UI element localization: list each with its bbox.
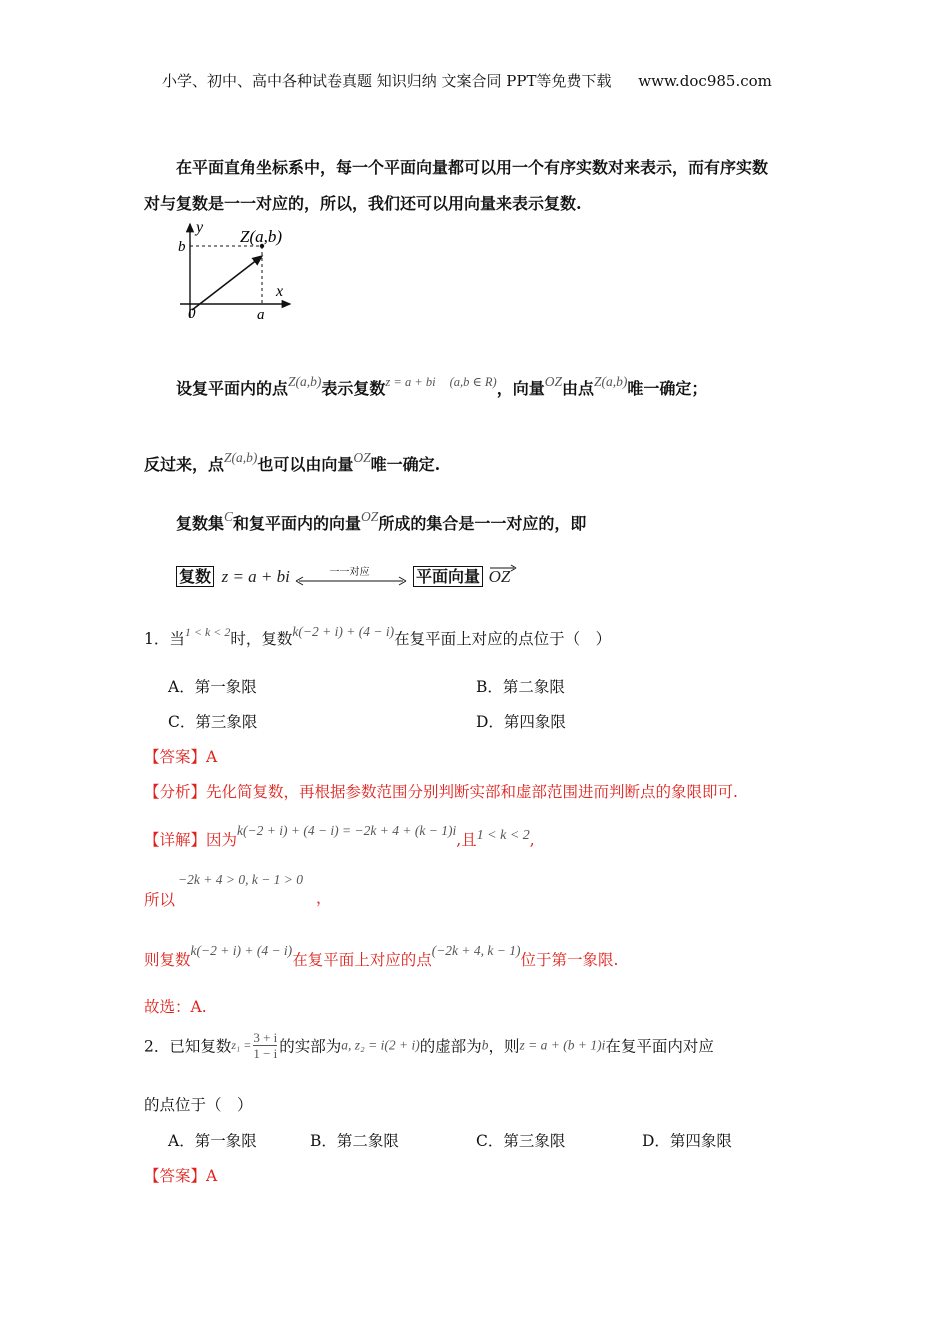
para2-math-1: Z(a,b) [224, 450, 258, 465]
coordinate-figure [170, 218, 310, 328]
q2-stem-line-2: 的点位于（ ） [144, 1096, 253, 1114]
intro-line-1: 在平面直角坐标系中，每一个平面向量都可以用一个有序实数对来表示，而有序实数 [176, 158, 769, 177]
q2-number: 2．已知复数 [144, 1037, 232, 1056]
q2-stem [144, 1030, 714, 1061]
para3-math-1: C [224, 509, 234, 524]
q1-option-b[interactable]: B．第二象限 [476, 678, 565, 696]
mapping-arrow [295, 566, 407, 587]
header-url[interactable]: www.doc985.com [638, 72, 772, 90]
x-label: x [276, 283, 284, 300]
q1-detail [144, 823, 535, 850]
q1-stem [144, 624, 612, 649]
q1-choose: 故选：A. [144, 998, 207, 1016]
q1-then-expression: k(−2 + i) + (4 − i) [190, 943, 293, 958]
para2-text-2: 也可以由向量 [257, 455, 354, 474]
z-point-label: Z(a,b) [240, 227, 283, 246]
q1-then-text-2: 在复平面上对应的点 [292, 951, 432, 969]
q1-answer: 【答案】A [144, 748, 218, 766]
q2-text-4: 在复平面内对应 [605, 1037, 714, 1056]
page-header [162, 70, 772, 91]
q2-text-3: ，则 [488, 1037, 520, 1056]
origin-label: 0 [188, 306, 196, 322]
para2-text-3: 唯一确定. [370, 455, 441, 474]
para3-text-2: 和复平面内的向量 [233, 514, 362, 533]
para1-math-4: OZ [544, 374, 562, 389]
mapping-right-math-wrap [489, 567, 511, 587]
paragraph-3 [176, 511, 586, 534]
para2-text-1: 反过来，点 [144, 455, 225, 474]
mapping-left-math: z = a + bi [221, 567, 290, 586]
q2-math-2: b [481, 1037, 489, 1053]
para1-text-3: ，向量 [496, 379, 545, 398]
q2-z1: z₁ = [231, 1038, 252, 1052]
y-label: y [196, 219, 204, 236]
q1-then-text-1: 则复数 [144, 951, 191, 969]
q1-so-label: 所以 [144, 891, 176, 909]
intro-line-2: 对与复数是一一对应的，所以，我们还可以用向量来表示复数. [144, 194, 582, 213]
para1-math-2: z = a + bi [385, 375, 436, 389]
vector-oz [192, 256, 262, 310]
q2-option-d[interactable]: D．第四象限 [642, 1132, 732, 1150]
para2-math-2: OZ [353, 450, 371, 465]
mapping-arrow-label: 一一对应 [329, 566, 370, 578]
q2-text-2: 的虚部为 [419, 1037, 482, 1056]
para1-text-5: 唯一确定； [627, 379, 708, 398]
q1-option-d[interactable]: D．第四象限 [476, 713, 566, 731]
mapping-line [176, 564, 510, 587]
q1-detail-label: 【详解】因为 [144, 831, 238, 849]
a-label: a [257, 307, 265, 323]
q1-then-text-3: 位于第一象限. [520, 951, 619, 969]
q2-option-b[interactable]: B．第二象限 [310, 1132, 399, 1150]
mapping-right-box: 平面向量 [413, 566, 483, 587]
para1-text-4: 由点 [562, 379, 595, 398]
para1-math-1: Z(a,b) [288, 374, 322, 389]
para3-text-3: 所成的集合是一一对应的，即 [378, 514, 587, 533]
q1-detail-expression: k(−2 + i) + (4 − i) = −2k + 4 + (k − 1)i [237, 823, 457, 838]
para3-text-1: 复数集 [176, 514, 225, 533]
q2-math-3: z = a + (b + 1)i [519, 1037, 606, 1053]
q1-condition: 1 < k < 2 [184, 625, 231, 639]
q2-fraction-numerator: 3 + i [253, 1030, 278, 1045]
para3-math-2: OZ [361, 509, 379, 524]
para1-text-1: 设复平面内的点 [176, 379, 289, 398]
q1-then-point: (−2k + 4, k − 1) [431, 943, 521, 958]
q2-option-c[interactable]: C．第三象限 [476, 1132, 566, 1150]
q1-option-a[interactable]: A．第一象限 [168, 678, 257, 696]
q2-text-1: 的实部为 [279, 1037, 342, 1056]
q1-number: 1．当 [144, 630, 185, 648]
q1-so-text-2: ， [316, 889, 332, 907]
header-text: 小学、初中、高中各种试卷真题 知识归纳 文案合同 PPT等免费下载 [162, 72, 612, 90]
q2-option-a[interactable]: A．第一象限 [168, 1132, 257, 1150]
para1-math-5: Z(a,b) [594, 374, 628, 389]
paragraph-1 [176, 376, 707, 399]
q2-fraction [253, 1030, 277, 1061]
para1-math-3: (a,b ∈ R) [449, 375, 497, 389]
para1-text-2: 表示复数 [321, 379, 386, 398]
q1-detail-text-2: ,且 [456, 831, 477, 849]
q1-option-c[interactable]: C．第三象限 [168, 713, 258, 731]
q1-detail-condition: 1 < k < 2 [476, 828, 530, 843]
q1-text-1: 时，复数 [230, 630, 293, 648]
q2-answer: 【答案】A [144, 1167, 218, 1185]
vector-arrow-icon [489, 564, 517, 572]
q2-fraction-denominator: 1 − i [253, 1046, 278, 1061]
mapping-left-box: 复数 [176, 566, 214, 587]
q1-analysis: 【分析】先化简复数，再根据参数范围分别判断实部和虚部范围进而判断点的象限即可. [144, 783, 738, 801]
mapping-right-math: OZ [488, 567, 511, 586]
q1-expression: k(−2 + i) + (4 − i) [292, 624, 395, 639]
q1-conclusion [144, 943, 619, 970]
q1-so-expression: −2k + 4 > 0, k − 1 > 0 [178, 872, 304, 887]
q2-math-1: a, z₂ = i(2 + i) [341, 1037, 420, 1053]
b-label: b [178, 239, 186, 255]
double-arrow-icon [295, 571, 407, 589]
q1-detail-text-3: , [529, 831, 535, 849]
paragraph-2 [144, 452, 440, 475]
q1-text-2: 在复平面上对应的点位于（ ） [394, 630, 612, 648]
